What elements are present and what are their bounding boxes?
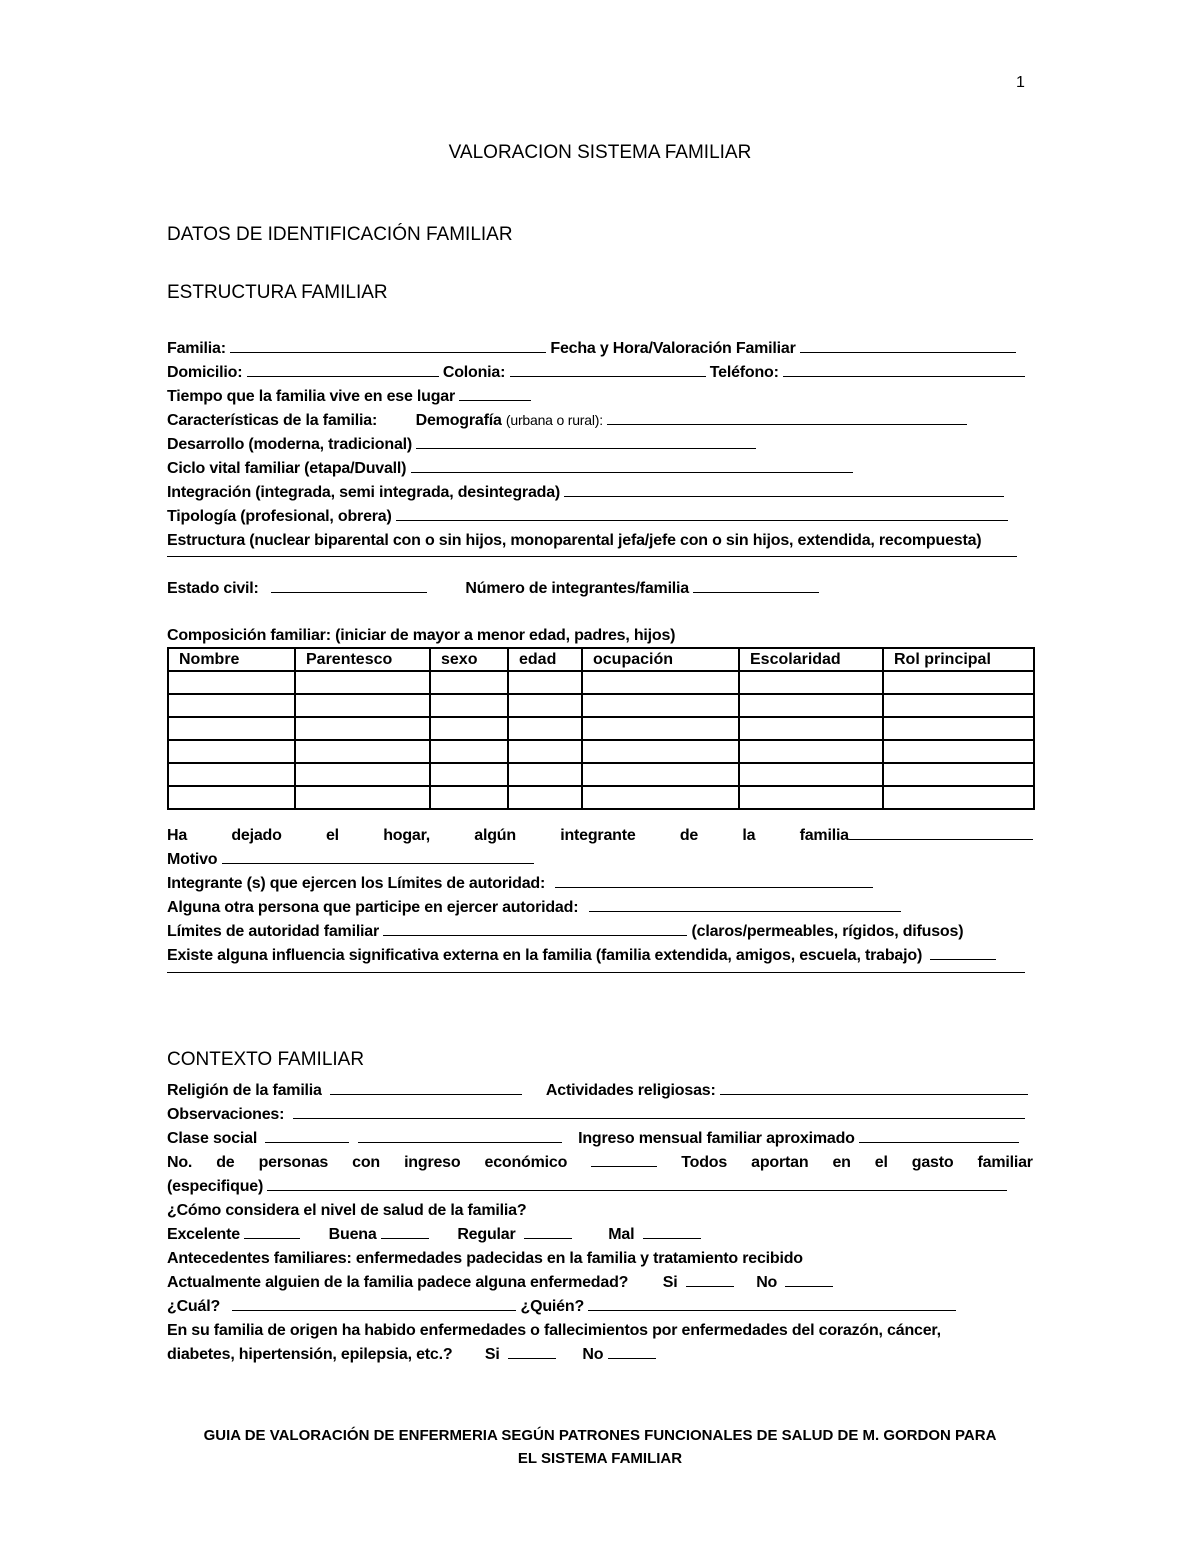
quien-field[interactable] [588, 1296, 956, 1311]
religion-field[interactable] [330, 1080, 522, 1095]
influencia-field-end[interactable] [930, 945, 996, 960]
table-cell[interactable] [430, 786, 508, 809]
mal-field[interactable] [643, 1224, 701, 1239]
especifique-field[interactable] [267, 1176, 1007, 1191]
cual-quien-line [167, 1296, 1033, 1317]
motivo-field[interactable] [222, 849, 534, 864]
table-cell[interactable] [582, 694, 739, 717]
personas-word: de [216, 1154, 235, 1171]
estructura-label: Estructura (nuclear biparental con o sin hijos, monoparental jefa/jefe con o sin hijos, extendida, recompuesta) [167, 532, 982, 549]
numero-integrantes-label: Número de integrantes/familia [465, 580, 689, 597]
table-row [168, 740, 1034, 763]
personas-word: ingreso [404, 1154, 461, 1171]
hogar-line [167, 825, 1033, 846]
observaciones-label: Observaciones: [167, 1106, 285, 1123]
hogar-word: el [325, 827, 339, 844]
table-cell[interactable] [739, 740, 883, 763]
col-header-edad: edad [508, 648, 582, 671]
table-cell[interactable] [168, 694, 295, 717]
table-cell[interactable] [739, 717, 883, 740]
composicion-line [167, 625, 1033, 646]
influencia-field[interactable] [167, 972, 1025, 973]
tipologia-label: Tipología (profesional, obrera) [167, 508, 392, 525]
antecedentes-line [167, 1248, 1033, 1269]
cual-field[interactable] [232, 1296, 516, 1311]
table-cell[interactable] [430, 694, 508, 717]
section-heading-contexto: CONTEXTO FAMILIAR [167, 1049, 365, 1070]
buena-field[interactable] [381, 1224, 429, 1239]
caracteristicas-line [167, 410, 1033, 431]
table-cell[interactable] [582, 740, 739, 763]
no-label: No [756, 1274, 778, 1291]
table-row [168, 671, 1034, 694]
origen-si-field[interactable] [508, 1344, 556, 1359]
clase-social-label: Clase social [167, 1130, 258, 1147]
gasto-word: familiar [977, 1154, 1033, 1171]
cual-label: ¿Cuál? [167, 1298, 221, 1315]
table-cell[interactable] [739, 671, 883, 694]
colonia-label: Colonia: [442, 364, 506, 381]
mal-label: Mal [608, 1226, 635, 1243]
motivo-line [167, 849, 1033, 870]
personas-word: personas [258, 1154, 329, 1171]
ingreso-label: Ingreso mensual familiar aproximado [578, 1130, 855, 1147]
table-cell[interactable] [295, 786, 430, 809]
clase-social-line [167, 1128, 1033, 1149]
estado-civil-field[interactable] [271, 578, 427, 593]
clase-social-field-2[interactable] [358, 1128, 562, 1143]
table-row [168, 694, 1034, 717]
table-cell[interactable] [295, 740, 430, 763]
table-cell[interactable] [430, 717, 508, 740]
ingreso-field[interactable] [859, 1128, 1019, 1143]
hogar-word: Ha [167, 827, 188, 844]
origen-no-field[interactable] [608, 1344, 656, 1359]
familia-field[interactable] [230, 338, 546, 353]
table-cell[interactable] [883, 740, 1034, 763]
footer-line-2: EL SISTEMA FAMILIAR [517, 1450, 683, 1467]
influencia-line [167, 945, 1033, 966]
ciclo-vital-field[interactable] [411, 458, 853, 473]
nivel-salud-label: ¿Cómo considera el nivel de salud de la familia? [167, 1202, 527, 1219]
tiempo-label: Tiempo que la familia vive en ese lugar [167, 388, 456, 405]
table-row [168, 763, 1034, 786]
demografia-hint: (urbana o rural): [505, 412, 603, 428]
limites-line [167, 921, 1033, 942]
numero-integrantes-field[interactable] [693, 578, 819, 593]
hogar-word: integrante [560, 827, 636, 844]
origen-label-2: diabetes, hipertensión, epilepsia, etc.? [167, 1346, 453, 1363]
familia-label: Familia: [167, 340, 226, 357]
table-cell[interactable] [582, 717, 739, 740]
estructura-line [167, 530, 1033, 551]
personas-ingreso-field[interactable] [591, 1152, 657, 1167]
desarrollo-field[interactable] [416, 434, 756, 449]
col-header-parentesco: Parentesco [295, 648, 430, 671]
hogar-word: algún [474, 827, 516, 844]
tipologia-line [167, 506, 1033, 527]
col-header-ocupacion: ocupación [582, 648, 739, 671]
hogar-field[interactable] [849, 825, 1033, 840]
table-cell[interactable] [168, 763, 295, 786]
tipologia-field[interactable] [396, 506, 1008, 521]
hogar-word: dejado [231, 827, 282, 844]
ciclo-vital-label: Ciclo vital familiar (etapa/Duvall) [167, 460, 407, 477]
table-cell[interactable] [508, 717, 582, 740]
desarrollo-label: Desarrollo (moderna, tradicional) [167, 436, 413, 453]
religion-line [167, 1080, 1033, 1101]
table-cell[interactable] [508, 786, 582, 809]
domicilio-field[interactable] [247, 362, 439, 377]
otra-persona-field[interactable] [589, 897, 901, 912]
otra-persona-line [167, 897, 1033, 918]
colonia-field[interactable] [510, 362, 706, 377]
telefono-field[interactable] [783, 362, 1025, 377]
excelente-field[interactable] [244, 1224, 300, 1239]
observaciones-line [167, 1104, 1033, 1125]
caracteristicas-label: Características de la familia: [167, 412, 378, 429]
table-cell[interactable] [430, 763, 508, 786]
table-cell[interactable] [508, 740, 582, 763]
actualmente-label: Actualmente alguien de la familia padece alguna enfermedad? [167, 1274, 629, 1291]
table-cell[interactable] [582, 671, 739, 694]
personas-word: No. [167, 1154, 193, 1171]
domicilio-line [167, 362, 1033, 383]
origen-label-1: En su familia de origen ha habido enfermedades o fallecimientos por enfermedades del corazón, cáncer, [167, 1322, 941, 1339]
table-cell[interactable] [295, 671, 430, 694]
origen-si-label: Si [484, 1346, 500, 1363]
table-cell[interactable] [582, 763, 739, 786]
gasto-word: en [832, 1154, 851, 1171]
table-cell[interactable] [295, 763, 430, 786]
origen-line-1 [167, 1320, 1033, 1341]
demografia-field[interactable] [607, 410, 967, 425]
antecedentes-label: Antecedentes familiares: enfermedades padecidas en la familia y tratamiento recibido [167, 1250, 803, 1267]
telefono-label: Teléfono: [709, 364, 779, 381]
fecha-hora-field[interactable] [800, 338, 1016, 353]
regular-label: Regular [457, 1226, 516, 1243]
actividades-label: Actividades religiosas: [545, 1082, 716, 1099]
demografia-label: Demografía [415, 412, 502, 429]
table-cell[interactable] [168, 740, 295, 763]
desarrollo-line [167, 434, 1033, 455]
limites-label: Límites de autoridad familiar [167, 923, 380, 940]
otra-persona-label: Alguna otra persona que participe en ejercer autoridad: [167, 899, 579, 916]
section-heading-identificacion: DATOS DE IDENTIFICACIÓN FAMILIAR [167, 224, 513, 245]
religion-label: Religión de la familia [167, 1082, 322, 1099]
hogar-word: de [679, 827, 699, 844]
table-cell[interactable] [883, 763, 1034, 786]
table-cell[interactable] [168, 717, 295, 740]
regular-field[interactable] [524, 1224, 572, 1239]
personas-word: con [352, 1154, 381, 1171]
estructura-field[interactable] [167, 556, 1017, 557]
table-row [168, 717, 1034, 740]
integracion-label: Integración (integrada, semi integrada, desintegrada) [167, 484, 561, 501]
table-cell[interactable] [883, 694, 1034, 717]
table-cell[interactable] [168, 786, 295, 809]
buena-label: Buena [328, 1226, 377, 1243]
gasto-word: aportan [751, 1154, 809, 1171]
composicion-table [167, 647, 1035, 810]
si-field[interactable] [686, 1272, 734, 1287]
personas-word: económico [484, 1154, 568, 1171]
footer [0, 1424, 1200, 1470]
excelente-label: Excelente [167, 1226, 240, 1243]
hogar-word: la [742, 827, 756, 844]
si-label: Si [662, 1274, 678, 1291]
table-cell[interactable] [739, 763, 883, 786]
table-header-row [168, 648, 1034, 671]
actividades-field[interactable] [720, 1080, 1028, 1095]
table-cell[interactable] [508, 694, 582, 717]
table-cell[interactable] [508, 763, 582, 786]
estado-civil-label: Estado civil: [167, 580, 259, 597]
estado-civil-line [167, 578, 1033, 599]
table-cell[interactable] [430, 740, 508, 763]
especifique-line [167, 1176, 1033, 1197]
gasto-word: Todos [681, 1154, 728, 1171]
section-heading-estructura: ESTRUCTURA FAMILIAR [167, 282, 388, 303]
hogar-word: hogar, [383, 827, 430, 844]
table-cell[interactable] [430, 671, 508, 694]
table-cell[interactable] [883, 717, 1034, 740]
origen-line-2 [167, 1344, 1033, 1365]
page-number: 1 [1016, 74, 1025, 91]
tiempo-field[interactable] [459, 386, 531, 401]
observaciones-field[interactable] [293, 1104, 1025, 1119]
table-cell[interactable] [883, 671, 1034, 694]
ciclo-vital-line [167, 458, 1033, 479]
influencia-label: Existe alguna influencia significativa externa en la familia (familia extendida, amigos, escuela, trabajo) [167, 947, 923, 964]
footer-line-1: GUIA DE VALORACIÓN DE ENFERMERIA SEGÚN PATRONES FUNCIONALES DE SALUD DE M. GORDON PARA [203, 1427, 997, 1444]
motivo-label: Motivo [167, 851, 218, 868]
integrante-limites-line [167, 873, 1033, 894]
col-header-escolaridad: Escolaridad [739, 648, 883, 671]
table-cell[interactable] [883, 786, 1034, 809]
gasto-word: el [874, 1154, 888, 1171]
limites-hint: (claros/permeables, rígidos, difusos) [691, 923, 964, 940]
familia-line [167, 338, 1033, 359]
nivel-salud-line [167, 1200, 1033, 1221]
integracion-line [167, 482, 1033, 503]
col-header-sexo: sexo [430, 648, 508, 671]
gasto-word: gasto [911, 1154, 954, 1171]
composicion-label: Composición familiar: (iniciar de mayor a menor edad, padres, hijos) [167, 627, 676, 644]
page-title: VALORACION SISTEMA FAMILIAR [448, 142, 752, 163]
table-cell[interactable] [168, 671, 295, 694]
clase-social-field[interactable] [265, 1128, 349, 1143]
quien-label: ¿Quién? [520, 1298, 585, 1315]
personas-ingreso-line [167, 1152, 1033, 1173]
integrante-limites-label: Integrante (s) que ejercen los Límites de autoridad: [167, 875, 546, 892]
origen-no-label: No [582, 1346, 604, 1363]
no-field[interactable] [785, 1272, 833, 1287]
table-cell[interactable] [582, 786, 739, 809]
tiempo-line [167, 386, 1033, 407]
hogar-word: familia [799, 827, 849, 844]
table-cell[interactable] [739, 786, 883, 809]
integrante-limites-field[interactable] [555, 873, 873, 888]
domicilio-label: Domicilio: [167, 364, 243, 381]
actualmente-line [167, 1272, 1033, 1293]
table-cell[interactable] [295, 717, 430, 740]
fecha-hora-label: Fecha y Hora/Valoración Familiar [550, 340, 796, 357]
salud-options-line [167, 1224, 1033, 1245]
table-cell[interactable] [508, 671, 582, 694]
integracion-field[interactable] [564, 482, 1004, 497]
limites-field[interactable] [383, 921, 687, 936]
table-row [168, 786, 1034, 809]
table-cell[interactable] [739, 694, 883, 717]
table-cell[interactable] [295, 694, 430, 717]
col-header-nombre: Nombre [168, 648, 295, 671]
especifique-label: (especifique) [167, 1178, 264, 1195]
col-header-rol: Rol principal [883, 648, 1034, 671]
